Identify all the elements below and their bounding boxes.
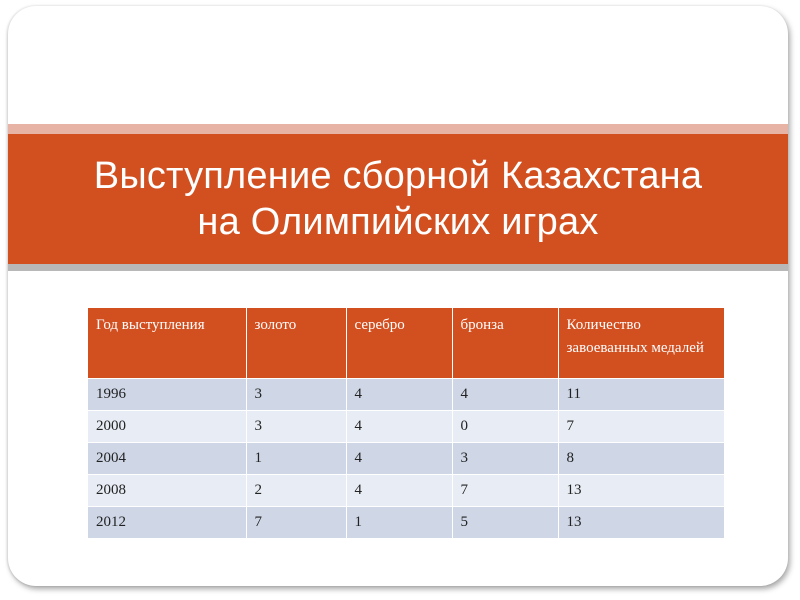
- cell-silver: 4: [346, 410, 452, 442]
- title-band-bottom-stripe: [8, 264, 788, 271]
- cell-silver: 4: [346, 442, 452, 474]
- cell-year: 2000: [88, 410, 246, 442]
- cell-total: 13: [558, 506, 724, 538]
- cell-bronze: 3: [452, 442, 558, 474]
- title-band: [8, 134, 788, 264]
- cell-year: 1996: [88, 378, 246, 410]
- cell-bronze: 4: [452, 378, 558, 410]
- cell-total: 13: [558, 474, 724, 506]
- slide-title-line-2: на Олимпийских играх: [197, 201, 599, 243]
- table-row: [88, 378, 724, 410]
- cell-year: 2012: [88, 506, 246, 538]
- cell-total: 7: [558, 410, 724, 442]
- header-bronze: бронза: [452, 308, 558, 378]
- cell-gold: 3: [246, 410, 346, 442]
- table-row: [88, 506, 724, 538]
- header-silver: серебро: [346, 308, 452, 378]
- cell-bronze: 0: [452, 410, 558, 442]
- cell-gold: 1: [246, 442, 346, 474]
- table-row: [88, 442, 724, 474]
- cell-total: 8: [558, 442, 724, 474]
- cell-gold: 7: [246, 506, 346, 538]
- cell-bronze: 5: [452, 506, 558, 538]
- cell-total: 11: [558, 378, 724, 410]
- slide-title-line-1: Выступление сборной Казахстана: [93, 155, 703, 197]
- header-total: Количество завоеванных медалей: [558, 308, 724, 378]
- title-band-top-stripe: [8, 124, 788, 134]
- cell-year: 2008: [88, 474, 246, 506]
- cell-silver: 1: [346, 506, 452, 538]
- cell-silver: 4: [346, 474, 452, 506]
- table-header-row: [88, 308, 724, 378]
- presentation-slide: [8, 6, 788, 586]
- cell-gold: 3: [246, 378, 346, 410]
- cell-bronze: 7: [452, 474, 558, 506]
- table-row: [88, 410, 724, 442]
- cell-year: 2004: [88, 442, 246, 474]
- cell-gold: 2: [246, 474, 346, 506]
- header-year: Год выступления: [88, 308, 246, 378]
- cell-silver: 4: [346, 378, 452, 410]
- header-gold: золото: [246, 308, 346, 378]
- medals-table: [88, 308, 724, 538]
- table-row: [88, 474, 724, 506]
